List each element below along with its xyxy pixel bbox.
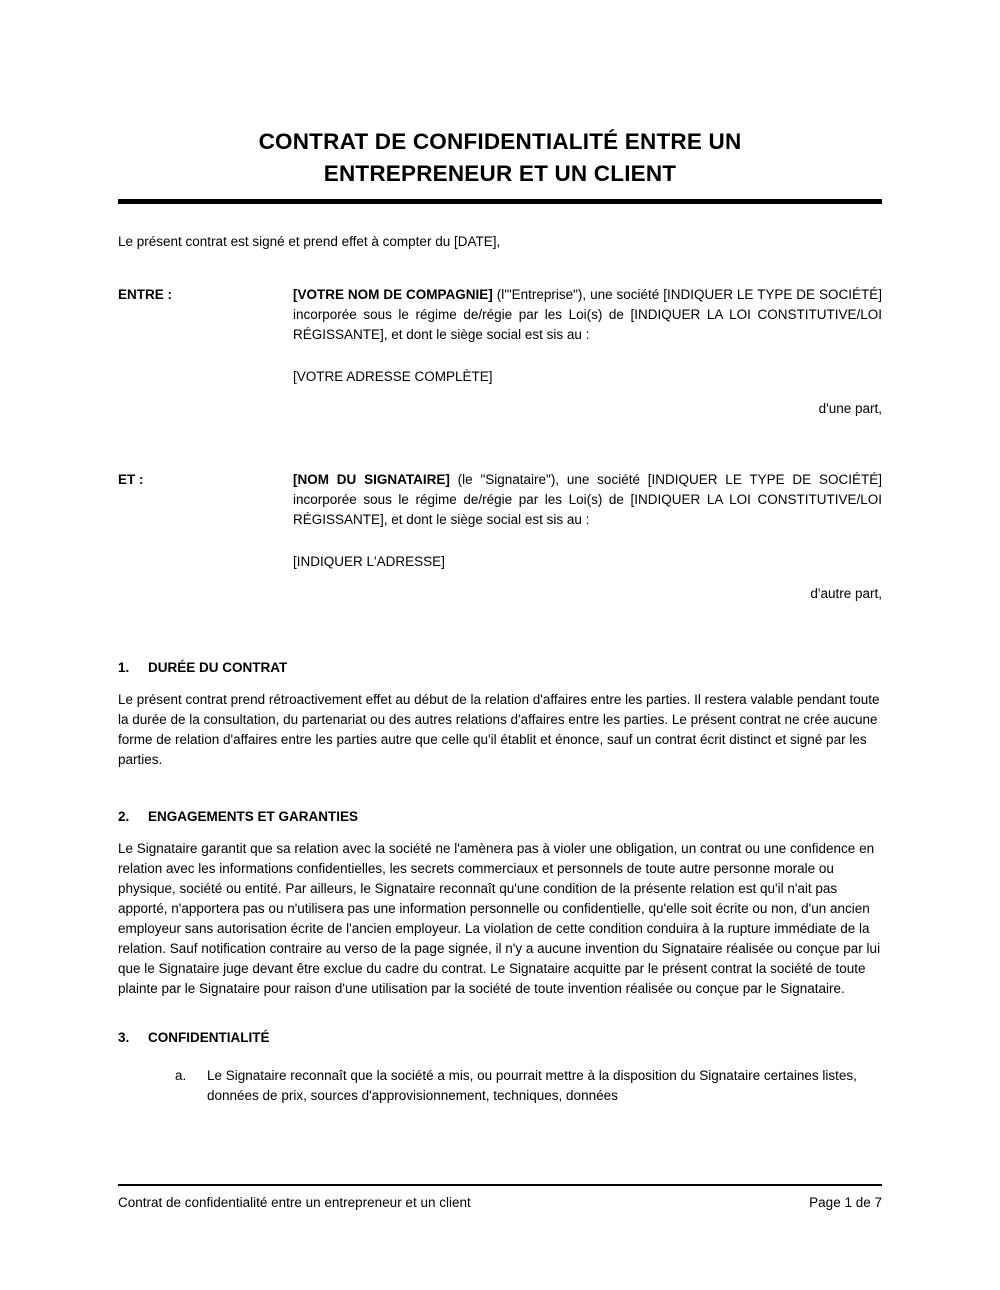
party-description <box>293 470 882 530</box>
party-name-placeholder: [NOM DU SIGNATAIRE] <box>293 472 450 487</box>
party-description-text: (le "Signataire"), une société [INDIQUER LE TYPE DE SOCIÉTÉ] incorporée sous le régime de/régie par les Loi(s) de [INDIQUER LA LOI CONSTITUTIVE/LOI RÉGISSANTE], et dont le siège social est sis au : <box>293 472 882 527</box>
section-title: DURÉE DU CONTRAT <box>148 660 288 675</box>
section-duree-du-contrat <box>118 658 882 770</box>
title-divider-rule <box>118 199 882 204</box>
party-address-placeholder: [VOTRE ADRESSE COMPLÈTE] <box>293 369 493 384</box>
part-designation-une-part: d'une part, <box>818 401 882 416</box>
document-title-line-1: CONTRAT DE CONFIDENTIALITÉ ENTRE UN <box>258 129 742 154</box>
section-heading <box>118 1028 882 1048</box>
list-item-text: Le Signataire reconnaît que la société a mis, ou pourrait mettre à la disposition du Signataire certaines listes, données de prix, sources d'approvisionnement, techniques, données <box>207 1068 857 1103</box>
party-label-entre: ENTRE : <box>118 287 172 302</box>
party-row <box>118 285 882 345</box>
party-block-et <box>118 470 882 604</box>
intro-paragraph: Le présent contrat est signé et prend effet à compter du [DATE], <box>118 234 501 249</box>
party-name-placeholder: [VOTRE NOM DE COMPAGNIE] <box>293 287 493 302</box>
document-title <box>118 126 882 190</box>
section-number: 1. <box>118 660 130 675</box>
section-engagements-et-garanties <box>118 807 882 999</box>
party-row <box>118 470 882 530</box>
part-designation-autre-part: d'autre part, <box>810 586 882 601</box>
section-heading <box>118 658 882 678</box>
section-title: ENGAGEMENTS ET GARANTIES <box>148 809 359 824</box>
section-number: 2. <box>118 809 130 824</box>
section-body-paragraph: Le Signataire garantit que sa relation avec la société ne l'amènera pas à violer une obligation, un contrat ou une confidence en relation avec les informations confidentielles, les secrets commerciaux et personnels de toute autre personne morale ou physique, société ou entité. Par ailleurs, le Signataire reconnaît qu'une condition de la présente relation est qu'il n'ait pas apporté, n'apportera pas ou n'utilisera pas une information personnelle ou confidentielle, qu'elle soit écrite ou non, d'un ancien employeur sans autorisation écrite de l'ancien employeur. La violation de cette condition conduira à la rupture immédiate de la relation. Sauf notification contraire au verso de la page signée, il n'y a aucune invention du Signataire réalisée ou conçue par lui que le Signataire juge devant être exclue du cadre du contrat. Le Signataire acquitte par le présent contrat la société de toute plainte par le Signataire pour raison d'une utilisation par la société de toute invention réalisée ou conçue par le Signataire. <box>118 841 881 996</box>
page-footer <box>118 1184 882 1213</box>
party-address-placeholder: [INDIQUER L'ADRESSE] <box>293 554 445 569</box>
section-title: CONFIDENTIALITÉ <box>148 1030 270 1045</box>
section-heading <box>118 807 882 827</box>
party-description <box>293 285 882 345</box>
document-title-line-2: ENTREPRENEUR ET UN CLIENT <box>323 161 677 186</box>
footer-page-number: Page 1 de 7 <box>809 1195 882 1210</box>
party-block-entre <box>118 285 882 419</box>
section-confidentialite <box>118 1028 882 1106</box>
footer-document-title: Contrat de confidentialité entre un entrepreneur et un client <box>118 1195 471 1210</box>
section-number: 3. <box>118 1030 130 1045</box>
party-description-text: (l'"Entreprise"), une société [INDIQUER LE TYPE DE SOCIÉTÉ] incorporée sous le régime de/régie par les Loi(s) de [INDIQUER LA LOI CONSTITUTIVE/LOI RÉGISSANTE], et dont le siège social est sis au : <box>293 287 882 342</box>
party-label-et: ET : <box>118 472 144 487</box>
list-item-a <box>175 1066 882 1106</box>
section-body-paragraph: Le présent contrat prend rétroactivement effet au début de la relation d'affaires entre les parties. Il restera valable pendant toute la durée de la consultation, du partenariat ou des autres relations d'affaires entre les parties. Le présent contrat ne crée aucune forme de relation d'affaires entre les parties autre que celle qu'il établit et énonce, sauf un contrat écrit distinct et signé par les parties. <box>118 692 880 767</box>
list-item-marker: a. <box>175 1068 187 1083</box>
